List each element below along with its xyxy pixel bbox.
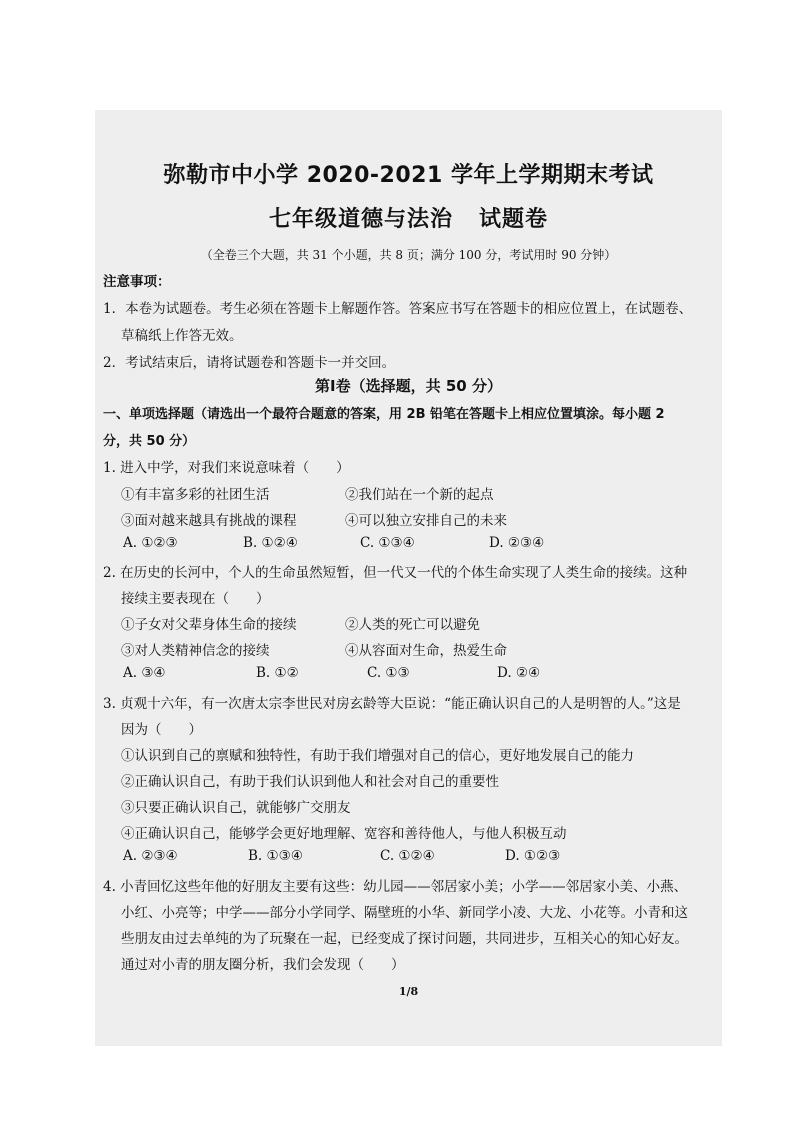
question-stem-line4: 通过对小青的朋友圈分析，我们会发现（ ）: [121, 957, 405, 973]
choice-b: B. ①②④: [243, 535, 298, 551]
statement-2: ②正确认识自己，有助于我们认识到他人和社会对自己的重要性: [121, 774, 499, 790]
choice-a: A. ③④: [123, 665, 166, 681]
statement-1: ①子女对父辈身体生命的接续: [121, 617, 297, 633]
notice-item-1-line2: 草稿纸上作答无效。: [121, 328, 243, 344]
statement-1: ①有丰富多彩的社团生活: [121, 487, 270, 503]
exam-title: 弥勒市中小学 2020-2021 学年上学期期末考试: [163, 163, 654, 188]
statement-1: ①认识到自己的禀赋和独特性，有助于我们增强对自己的信心，更好地发展自己的能力: [121, 748, 634, 764]
question-stem-line1: 4. 小青回忆这些年他的好朋友主要有这些：幼儿园——邻居家小美；小学——邻居家小美、小燕、: [103, 879, 688, 895]
part-instruction-line1: 一、单项选择题（请选出一个最符合题意的答案，用 2B 铅笔在答题卡上相应位置填涂。每小题 2: [103, 407, 665, 422]
exam-info-note: （全卷三个大题，共 31 个小题，共 8 页；满分 100 分，考试用时 90 分钟）: [200, 248, 617, 262]
choice-c: C. ①②④: [380, 848, 435, 864]
exam-page: [95, 110, 722, 1046]
notice-item-1-line1: 1．本卷为试题卷。考生必须在答题卡上解题作答。答案应书写在答题卡的相应位置上，在试题卷、: [103, 301, 693, 317]
choice-a: A. ①②③: [123, 535, 178, 551]
notice-heading: 注意事项：: [103, 274, 171, 290]
statement-2: ②人类的死亡可以避免: [345, 617, 480, 633]
statement-3: ③只要正确认识自己，就能够广交朋友: [121, 800, 351, 816]
choice-b: B. ①②: [256, 665, 299, 681]
statement-3: ③面对越来越具有挑战的课程: [121, 513, 297, 529]
choice-d: D. ②③④: [489, 535, 545, 551]
paper-type-label: 试题卷: [479, 207, 549, 232]
choice-d: D. ①②③: [505, 848, 561, 864]
question-stem-line2: 小红、小亮等；中学——部分小学同学、隔壁班的小华、新同学小凌、大龙、小花等。小青和这: [121, 905, 688, 921]
choice-a: A. ②③④: [123, 848, 178, 864]
choice-d: D. ②④: [497, 665, 541, 681]
section-title: 第Ⅰ卷（选择题，共 50 分）: [315, 377, 502, 395]
question-stem-line3: 些朋友由过去单纯的为了玩聚在一起，已经变成了探讨问题，共同进步，互相关心的知心好友。: [121, 931, 688, 947]
question-stem-line1: 3. 贞观十六年，有一次唐太宗李世民对房玄龄等大臣说：“能正确认识自己的人是明智的人。”这是: [103, 696, 681, 712]
choice-c: C. ①③: [367, 665, 410, 681]
question-stem-line2: 因为（ ）: [121, 722, 202, 738]
statement-4: ④从容面对生命，热爱生命: [345, 643, 507, 659]
statement-2: ②我们站在一个新的起点: [345, 487, 494, 503]
statement-4: ④正确认识自己，能够学会更好地理解、宽容和善待他人，与他人积极互动: [121, 826, 567, 842]
question-stem-line2: 接续主要表现在（ ）: [121, 591, 270, 607]
statement-4: ④可以独立安排自己的未来: [345, 513, 507, 529]
notice-item-2: 2．考试结束后，请将试题卷和答题卡一并交回。: [103, 355, 396, 371]
question-stem: 1. 进入中学，对我们来说意味着（ ）: [103, 460, 350, 476]
part-instruction-line2: 分，共 50 分）: [103, 434, 196, 449]
choice-b: B. ①③④: [248, 848, 303, 864]
question-stem-line1: 2. 在历史的长河中，个人的生命虽然短暂，但一代又一代的个体生命实现了人类生命的接续。这种: [103, 565, 688, 581]
page-indicator: 1/8: [398, 985, 419, 998]
subject-label: 七年级道德与法治: [268, 207, 453, 232]
choice-c: C. ①③④: [360, 535, 415, 551]
statement-3: ③对人类精神信念的接续: [121, 643, 270, 659]
exam-subtitle: [95, 202, 722, 233]
